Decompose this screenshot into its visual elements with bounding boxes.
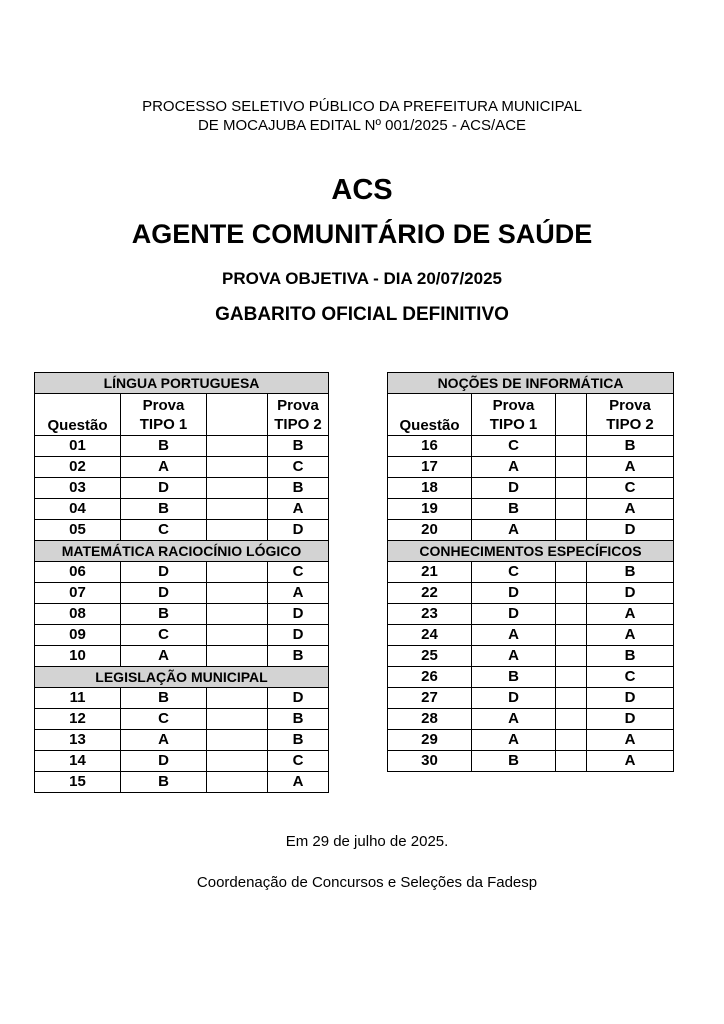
answer-tipo2: A bbox=[268, 583, 329, 604]
answer-tipo2: B bbox=[268, 478, 329, 499]
section-row bbox=[388, 373, 674, 394]
section-title: LEGISLAÇÃO MUNICIPAL bbox=[35, 667, 329, 688]
answer-row bbox=[388, 646, 674, 667]
answer-row bbox=[388, 625, 674, 646]
spacer-cell bbox=[556, 751, 587, 772]
answer-row bbox=[35, 604, 329, 625]
section-row bbox=[35, 667, 329, 688]
answer-row bbox=[35, 772, 329, 793]
answer-row bbox=[388, 478, 674, 499]
answer-tipo1: D bbox=[121, 751, 207, 772]
answer-tipo1: D bbox=[472, 583, 556, 604]
question-number: 08 bbox=[35, 604, 121, 625]
answer-table-left bbox=[34, 372, 329, 793]
answer-row bbox=[388, 562, 674, 583]
answer-tipo1: B bbox=[121, 604, 207, 625]
answer-tipo1: C bbox=[121, 520, 207, 541]
answer-tipo1: B bbox=[472, 751, 556, 772]
answer-tipo2: B bbox=[268, 436, 329, 457]
answer-row bbox=[388, 436, 674, 457]
answer-tipo1: A bbox=[472, 709, 556, 730]
answer-tipo1: B bbox=[472, 667, 556, 688]
prova-label: Prova bbox=[142, 396, 185, 414]
question-number: 21 bbox=[388, 562, 472, 583]
answer-tipo1: B bbox=[121, 436, 207, 457]
section-title: NOÇÕES DE INFORMÁTICA bbox=[388, 373, 674, 394]
spacer-cell bbox=[556, 436, 587, 457]
answer-tipo2: C bbox=[268, 562, 329, 583]
question-number: 09 bbox=[35, 625, 121, 646]
question-number: 17 bbox=[388, 457, 472, 478]
answer-tipo2: C bbox=[268, 457, 329, 478]
answer-tipo2: B bbox=[268, 730, 329, 751]
answer-row bbox=[388, 730, 674, 751]
answer-tipo2: A bbox=[587, 499, 674, 520]
spacer-cell bbox=[207, 562, 268, 583]
spacer-cell bbox=[556, 457, 587, 478]
tipo1-label: TIPO 1 bbox=[489, 415, 538, 433]
section-title: CONHECIMENTOS ESPECÍFICOS bbox=[388, 541, 674, 562]
column-header-row bbox=[388, 394, 674, 436]
tipo1-label: TIPO 1 bbox=[139, 415, 188, 433]
section-row bbox=[35, 541, 329, 562]
answer-row bbox=[388, 499, 674, 520]
answer-tipo1: D bbox=[472, 478, 556, 499]
answer-tipo2: A bbox=[587, 625, 674, 646]
section-title: MATEMÁTICA RACIOCÍNIO LÓGICO bbox=[35, 541, 329, 562]
answer-row bbox=[35, 730, 329, 751]
question-number: 26 bbox=[388, 667, 472, 688]
answer-tipo1: A bbox=[121, 646, 207, 667]
answer-tipo1: C bbox=[121, 709, 207, 730]
answer-row bbox=[388, 583, 674, 604]
tipo2-label: TIPO 2 bbox=[606, 415, 654, 433]
spacer-cell bbox=[207, 604, 268, 625]
question-number: 27 bbox=[388, 688, 472, 709]
section-title: LÍNGUA PORTUGUESA bbox=[35, 373, 329, 394]
answer-tipo2: C bbox=[587, 667, 674, 688]
answer-tipo2: B bbox=[587, 646, 674, 667]
answer-tipo1: A bbox=[472, 646, 556, 667]
answer-row bbox=[388, 667, 674, 688]
gabarito-title: GABARITO OFICIAL DEFINITIVO bbox=[215, 304, 509, 325]
answer-tipo1: C bbox=[121, 625, 207, 646]
answer-tipo1: D bbox=[121, 583, 207, 604]
answer-tipo2: A bbox=[587, 730, 674, 751]
answer-tipo2: D bbox=[587, 583, 674, 604]
answer-row bbox=[388, 688, 674, 709]
spacer-cell bbox=[207, 709, 268, 730]
spacer-cell bbox=[556, 709, 587, 730]
answer-tipo1: C bbox=[472, 436, 556, 457]
answer-tipo1: A bbox=[472, 457, 556, 478]
answer-tipo2: D bbox=[268, 688, 329, 709]
section-row bbox=[35, 373, 329, 394]
spacer-cell bbox=[556, 562, 587, 583]
answer-tipo1: B bbox=[121, 772, 207, 793]
spacer-cell bbox=[207, 436, 268, 457]
answer-tipo2: D bbox=[587, 709, 674, 730]
answer-tipo2: D bbox=[268, 625, 329, 646]
question-number: 19 bbox=[388, 499, 472, 520]
question-number: 06 bbox=[35, 562, 121, 583]
question-number: 29 bbox=[388, 730, 472, 751]
answer-tipo1: A bbox=[472, 730, 556, 751]
answer-row bbox=[35, 520, 329, 541]
spacer-cell bbox=[556, 604, 587, 625]
spacer-cell bbox=[556, 625, 587, 646]
section-row bbox=[388, 541, 674, 562]
question-number: 02 bbox=[35, 457, 121, 478]
spacer-cell bbox=[207, 499, 268, 520]
answer-row bbox=[35, 751, 329, 772]
spacer-cell bbox=[556, 688, 587, 709]
answer-row bbox=[35, 562, 329, 583]
questao-header: Questão bbox=[388, 394, 472, 436]
prova-label: Prova bbox=[277, 396, 319, 414]
tipo1-header bbox=[121, 394, 207, 436]
answer-tipo2: B bbox=[268, 646, 329, 667]
answer-tipo2: B bbox=[587, 436, 674, 457]
answer-tipo1: D bbox=[472, 688, 556, 709]
tipo2-label: TIPO 2 bbox=[274, 415, 322, 433]
answer-tipo1: C bbox=[472, 562, 556, 583]
answer-tipo1: A bbox=[121, 730, 207, 751]
tipo2-header bbox=[587, 394, 674, 436]
question-number: 03 bbox=[35, 478, 121, 499]
spacer-cell bbox=[207, 625, 268, 646]
question-number: 28 bbox=[388, 709, 472, 730]
spacer-cell bbox=[207, 688, 268, 709]
spacer-cell bbox=[556, 583, 587, 604]
question-number: 01 bbox=[35, 436, 121, 457]
answer-tipo2: C bbox=[268, 751, 329, 772]
question-number: 04 bbox=[35, 499, 121, 520]
answer-row bbox=[35, 646, 329, 667]
answer-tipo2: A bbox=[268, 499, 329, 520]
spacer-cell bbox=[556, 667, 587, 688]
spacer-cell bbox=[207, 772, 268, 793]
spacer-cell bbox=[207, 751, 268, 772]
question-number: 10 bbox=[35, 646, 121, 667]
prova-label: Prova bbox=[492, 396, 535, 414]
acs-title: ACS bbox=[331, 174, 393, 206]
answer-row bbox=[35, 709, 329, 730]
spacer-cell bbox=[207, 730, 268, 751]
question-number: 24 bbox=[388, 625, 472, 646]
tipo2-header bbox=[268, 394, 329, 436]
question-number: 18 bbox=[388, 478, 472, 499]
answer-row bbox=[388, 751, 674, 772]
question-number: 25 bbox=[388, 646, 472, 667]
answer-table-right bbox=[387, 372, 674, 772]
answer-row bbox=[35, 625, 329, 646]
question-number: 13 bbox=[35, 730, 121, 751]
spacer-cell bbox=[556, 394, 587, 436]
answer-row bbox=[35, 436, 329, 457]
prova-subtitle: PROVA OBJETIVA - DIA 20/07/2025 bbox=[222, 269, 502, 288]
footer-org: Coordenação de Concursos e Seleções da Fadesp bbox=[196, 874, 538, 891]
answer-row bbox=[35, 688, 329, 709]
header-line-2: DE MOCAJUBA EDITAL Nº 001/2025 - ACS/ACE bbox=[197, 117, 527, 134]
answer-row bbox=[388, 457, 674, 478]
answer-tipo2: C bbox=[587, 478, 674, 499]
answer-tipo2: D bbox=[587, 520, 674, 541]
answer-tipo1: B bbox=[121, 688, 207, 709]
answer-tipo2: D bbox=[587, 688, 674, 709]
answer-tipo2: A bbox=[268, 772, 329, 793]
answer-tipo1: D bbox=[121, 562, 207, 583]
question-number: 23 bbox=[388, 604, 472, 625]
answer-tipo2: B bbox=[587, 562, 674, 583]
question-number: 30 bbox=[388, 751, 472, 772]
question-number: 05 bbox=[35, 520, 121, 541]
spacer-cell bbox=[556, 730, 587, 751]
answer-tipo1: B bbox=[472, 499, 556, 520]
question-number: 16 bbox=[388, 436, 472, 457]
answer-row bbox=[35, 457, 329, 478]
answer-row bbox=[388, 604, 674, 625]
answer-tipo1: A bbox=[472, 625, 556, 646]
answer-tipo1: A bbox=[472, 520, 556, 541]
header-line-1: PROCESSO SELETIVO PÚBLICO DA PREFEITURA MUNICIPAL bbox=[142, 98, 582, 115]
answer-row bbox=[35, 583, 329, 604]
question-number: 20 bbox=[388, 520, 472, 541]
question-number: 12 bbox=[35, 709, 121, 730]
answer-tipo1: D bbox=[121, 478, 207, 499]
spacer-cell bbox=[556, 499, 587, 520]
answer-tipo1: A bbox=[121, 457, 207, 478]
spacer-cell bbox=[556, 520, 587, 541]
question-number: 22 bbox=[388, 583, 472, 604]
spacer-cell bbox=[556, 646, 587, 667]
prova-label: Prova bbox=[609, 396, 651, 414]
question-number: 07 bbox=[35, 583, 121, 604]
answer-tipo2: A bbox=[587, 457, 674, 478]
answer-tipo2: A bbox=[587, 604, 674, 625]
answer-row bbox=[35, 499, 329, 520]
answer-tipo2: D bbox=[268, 520, 329, 541]
spacer-cell bbox=[556, 478, 587, 499]
spacer-cell bbox=[207, 394, 268, 436]
answer-tipo2: B bbox=[268, 709, 329, 730]
tipo1-header bbox=[472, 394, 556, 436]
spacer-cell bbox=[207, 478, 268, 499]
answer-row bbox=[388, 709, 674, 730]
column-header-row bbox=[35, 394, 329, 436]
spacer-cell bbox=[207, 583, 268, 604]
footer-date: Em 29 de julho de 2025. bbox=[285, 833, 449, 850]
question-number: 15 bbox=[35, 772, 121, 793]
answer-row bbox=[35, 478, 329, 499]
answer-tipo2: D bbox=[268, 604, 329, 625]
spacer-cell bbox=[207, 646, 268, 667]
answer-row bbox=[388, 520, 674, 541]
cargo-title: AGENTE COMUNITÁRIO DE SAÚDE bbox=[131, 219, 593, 249]
answer-tipo2: A bbox=[587, 751, 674, 772]
question-number: 14 bbox=[35, 751, 121, 772]
spacer-cell bbox=[207, 520, 268, 541]
question-number: 11 bbox=[35, 688, 121, 709]
answer-tipo1: B bbox=[121, 499, 207, 520]
spacer-cell bbox=[207, 457, 268, 478]
answer-tipo1: D bbox=[472, 604, 556, 625]
questao-header: Questão bbox=[35, 394, 121, 436]
